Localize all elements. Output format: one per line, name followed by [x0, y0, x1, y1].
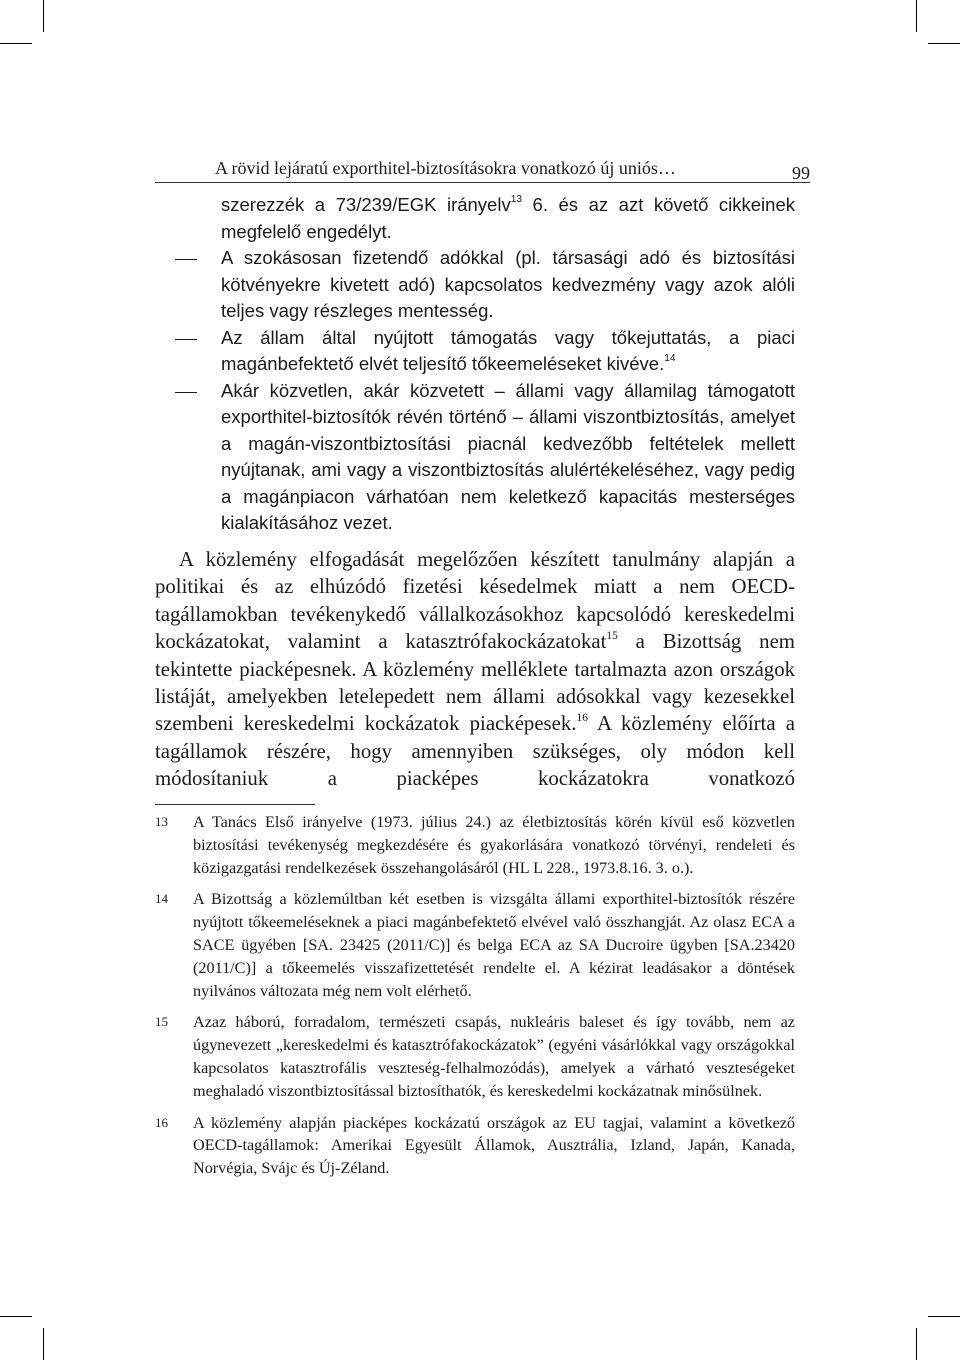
crop-mark [916, 1328, 917, 1360]
crop-mark [928, 43, 960, 44]
list-item-text: Akár közvetlen, akár közvetett – állami vagy államilag támogatott exporthitel-biztosítók révén történő – állami viszontbiztosítás, amelyet a magán-viszontbiztosítási piacnál kedvezőbb feltételek mellett nyújtanak, ami vagy a viszontbiztosítás alulértékeléséhez, vagy pedig a magánpiacon várhatóan nem keletkező kapacitás mesterséges kialakításához vezet. [221, 379, 795, 533]
crop-mark [43, 1328, 44, 1360]
footnote-ref: 14 [664, 353, 676, 365]
list-item-text: Az állam által nyújtott támogatás vagy tőkejuttatás, a piaci magánbefektető elvét teljesítő tőkeemeléseket kivéve. [221, 326, 795, 374]
footnote [155, 1011, 795, 1102]
list-item [155, 378, 795, 537]
list-item-text: 6. és az azt követő cikkeinek megfelelő engedélyt. [221, 194, 795, 242]
crop-mark [928, 1316, 960, 1317]
dash-bullet-icon [175, 259, 197, 260]
footnote-ref: 16 [576, 711, 588, 724]
dash-bullet-icon [175, 392, 197, 393]
footnote-ref: 13 [510, 194, 523, 206]
paragraph-text: A közlemény elfogadását megelőzően készített tanulmány alapján a politikai és az elhúzódó fizetési késedelmek miatt a nem OECD-tagállamokban tevékenykedő vállalkozásokhoz kapcsolódó kereskedelmi kockázatokat, valamint a katasztrófakockázatokat [155, 548, 795, 654]
footnote [155, 888, 795, 1002]
crop-mark [916, 0, 917, 32]
list-item-text: A szokásosan fizetendő adókkal (pl. társasági adó és biztosítási kötvényekre kivetett adó) kapcsolatos kedvezmény vagy azok alóli teljes vagy részleges mentesség. [221, 247, 795, 321]
page-number: 99 [792, 163, 810, 183]
footnote [155, 811, 795, 879]
running-header [155, 150, 810, 183]
list-item-text: szerezzék a 73/239/EGK irányelv [221, 194, 511, 215]
dash-bullet-icon [175, 339, 197, 340]
footnote-text: Azaz háború, forradalom, természeti csapás, nukleáris baleset és így tovább, nem az úgynevezett „kereskedelmi és katasztrófakockázatok” (egyéni vásárlókkal vagy országokkal kapcsolatos katasztrofális veszteség-felhalmozódás), amelyek a várható veszteségeket meghaladó viszontbiztosítással biztosíthatók, és kereskedelmi kockázatnak minősülnek. [193, 1013, 795, 1100]
footnote-number: 15 [155, 1014, 168, 1030]
footnote-number: 13 [155, 814, 168, 829]
footnote-text: A Tanács Első irányelve (1973. július 24.) az életbiztosítás körén kívül eső közvetlen biztosítási tevékenység megkezdésére és gyakorlására vonatkozó törvényi, rendeleti és közigazgatási rendelkezések összehangolásáról (HL L 228., 1973.8.16. 3. o.). [193, 813, 795, 877]
footnote-ref: 15 [606, 629, 618, 642]
crop-mark [0, 43, 32, 44]
footnote-separator [155, 804, 315, 805]
footnotes [155, 811, 795, 1189]
crop-mark [43, 0, 44, 32]
footnote [155, 1112, 795, 1180]
crop-mark [0, 1316, 32, 1317]
footnote-number: 16 [155, 1114, 168, 1130]
list-item [155, 192, 795, 245]
bullet-list [155, 192, 795, 537]
body-paragraph [155, 546, 795, 793]
paragraph-text: A közlemény előírta a tagállamok részére, hogy amennyiben szükséges, oly módon kell módosítaniuk a piacképes kockázatokra vonatkozó [155, 712, 795, 791]
footnote-text: A Bizottság a közlemúltban két esetben is vizsgálta állami exporthitel-biztosítók részére nyújtott tőkeemeléseknek a piaci magánbefektető elvével való összhangját. Az olasz ECA a SACE ügyében [SA. 23425 (2011/C)] és belga ECA az SA Ducroire ügyben [SA.23420 (2011/C)] a tőkeemelés visszafizettetését rendelte el. A kézirat leadásakor a döntések nyilvános változata még nem volt elérhető. [193, 890, 795, 1000]
footnote-number: 14 [155, 891, 168, 907]
paragraph-text: a Bizottság nem tekintette piacképesnek. A közlemény melléklete tartalmazta azon országok listáját, amelyekben letelepedett nem állami adósokkal vagy kezesekkel szembeni kereskedelmi kockázatok piacképesek. [155, 630, 795, 736]
list-item [155, 245, 795, 325]
footnote-text: A közlemény alapján piacképes kockázatú országok az EU tagjai, valamint a következő OECD-tagállamok: Amerikai Egyesült Államok, Ausztrália, Izland, Japán, Kanada, Norvégia, Svájc és Új-Zéland. [193, 1113, 795, 1178]
list-item [155, 325, 795, 378]
running-title: A rövid lejáratú exporthitel-biztosításokra vonatkozó új uniós… [215, 158, 676, 178]
